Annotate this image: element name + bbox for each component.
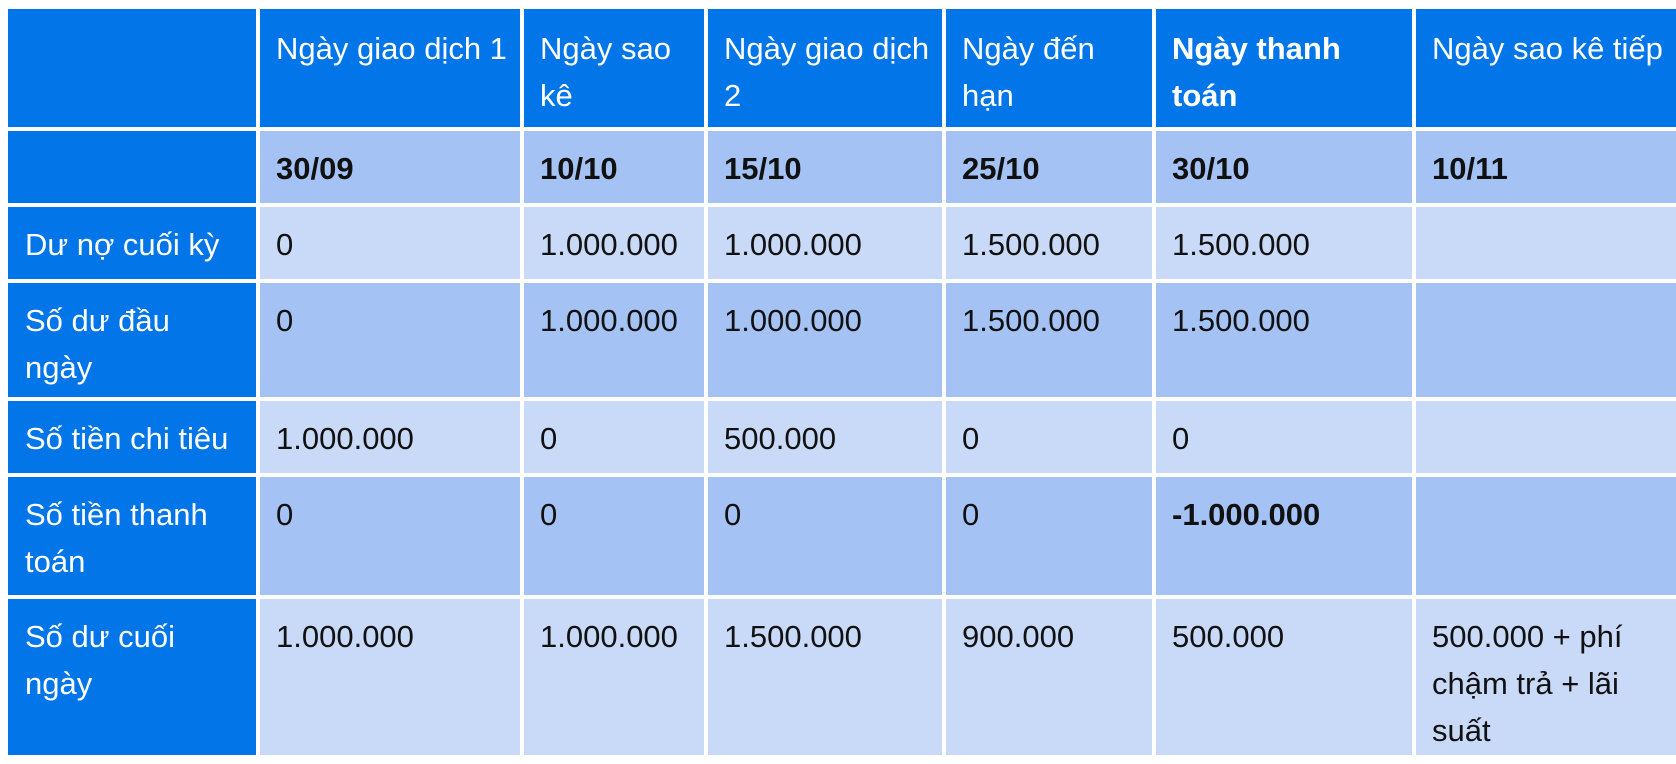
table-cell (1416, 283, 1676, 397)
table-cell: 500.000 (1156, 599, 1412, 755)
table-cell (1416, 477, 1676, 595)
header-due-date: Ngày đến hạn (946, 9, 1152, 127)
table-cell: 0 (524, 477, 704, 595)
table-cell: 1.000.000 (524, 599, 704, 755)
table-cell: 0 (260, 283, 520, 397)
table-cell: 900.000 (946, 599, 1152, 755)
table-cell: 0 (1156, 401, 1412, 473)
date-cell: 10/10 (524, 131, 704, 203)
table-cell: 0 (946, 477, 1152, 595)
header-statement-date: Ngày sao kê (524, 9, 704, 127)
table-cell: 1.500.000 (946, 283, 1152, 397)
payment-amount-cell: -1.000.000 (1156, 477, 1412, 595)
date-cell: 30/09 (260, 131, 520, 203)
table-cell: 1.500.000 (1156, 207, 1412, 279)
header-payment-date: Ngày thanh toán (1156, 9, 1412, 127)
table-cell: 0 (260, 207, 520, 279)
header-transaction-date-2: Ngày giao dịch 2 (708, 9, 942, 127)
row-label: Số tiền chi tiêu (8, 401, 256, 473)
table-cell: 0 (946, 401, 1152, 473)
row-label: Số dư cuối ngày (8, 599, 256, 755)
header-transaction-date-1: Ngày giao dịch 1 (260, 9, 520, 127)
table-cell: 1.500.000 (1156, 283, 1412, 397)
table-cell: 0 (708, 477, 942, 595)
row-label: Số dư đầu ngày (8, 283, 256, 397)
table-cell: 1.000.000 (260, 599, 520, 755)
header-next-statement-date: Ngày sao kê tiếp (1416, 9, 1676, 127)
date-cell: 30/10 (1156, 131, 1412, 203)
table-cell: 1.000.000 (708, 283, 942, 397)
table-cell: 1.000.000 (524, 207, 704, 279)
date-row-corner (8, 131, 256, 203)
date-cell: 25/10 (946, 131, 1152, 203)
row-label: Dư nợ cuối kỳ (8, 207, 256, 279)
date-cell: 15/10 (708, 131, 942, 203)
row-label: Số tiền thanh toán (8, 477, 256, 595)
table-cell: 1.000.000 (524, 283, 704, 397)
table-cell (1416, 207, 1676, 279)
table-cell: 0 (524, 401, 704, 473)
table-cell (1416, 401, 1676, 473)
date-cell: 10/11 (1416, 131, 1676, 203)
table-cell: 500.000 (708, 401, 942, 473)
table-cell: 1.000.000 (708, 207, 942, 279)
table-cell: 0 (260, 477, 520, 595)
billing-cycle-table (8, 9, 1668, 755)
table-cell: 1.500.000 (708, 599, 942, 755)
header-corner (8, 9, 256, 127)
table-cell: 500.000 + phí chậm trả + lãi suất (1416, 599, 1676, 755)
table-cell: 1.000.000 (260, 401, 520, 473)
table-cell: 1.500.000 (946, 207, 1152, 279)
